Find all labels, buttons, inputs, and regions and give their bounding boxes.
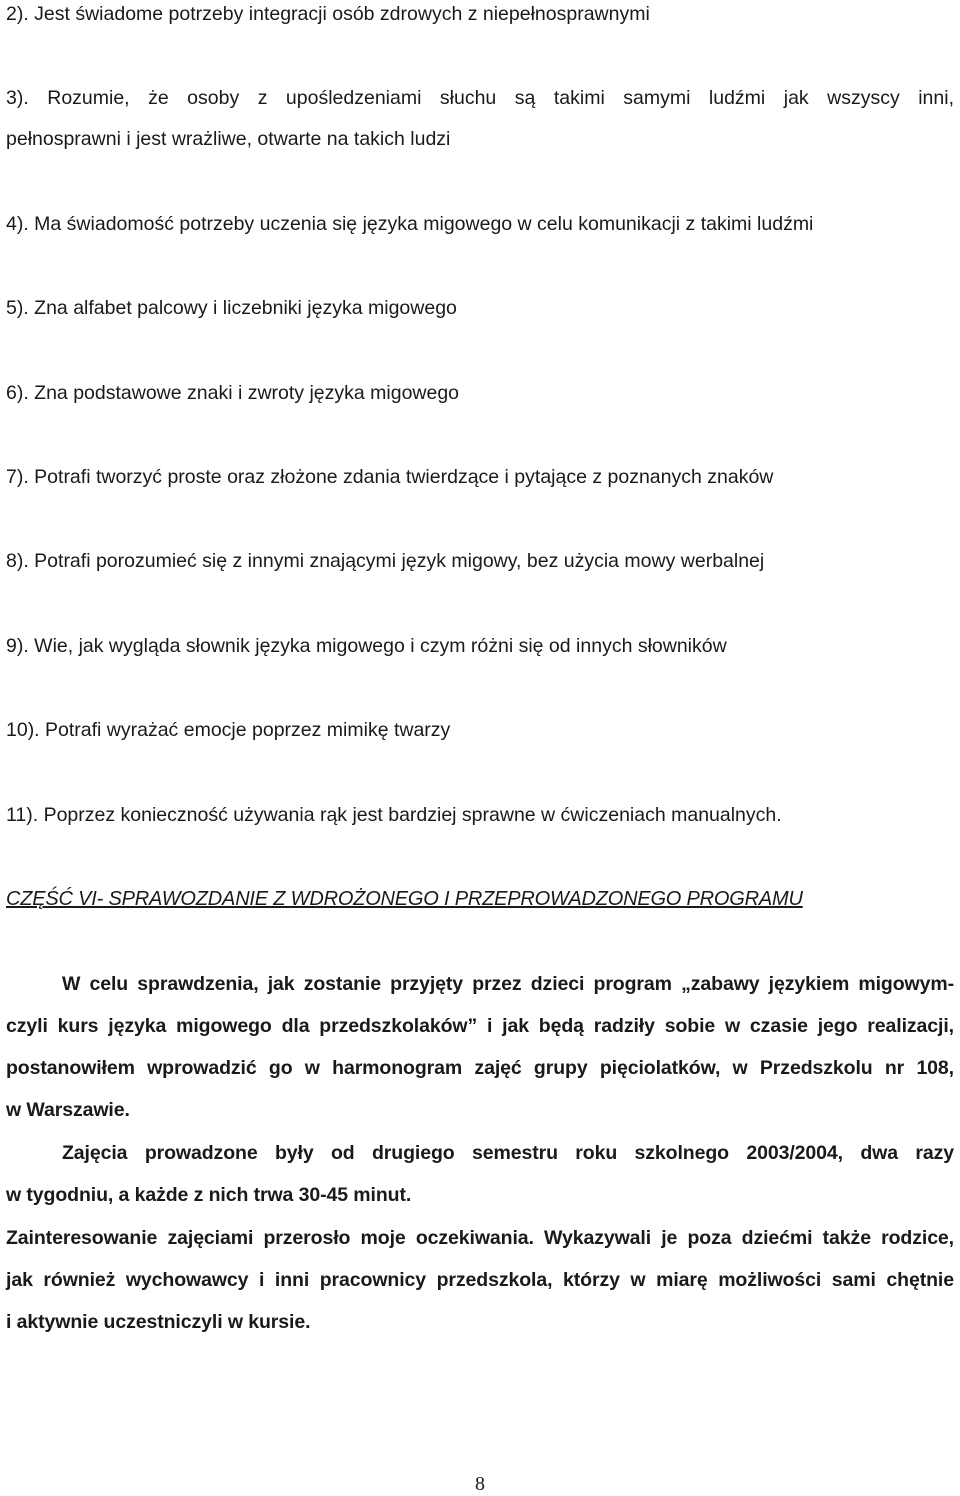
page-number: 8 — [475, 1473, 485, 1495]
paragraph-1-line-3: postanowiłem wprowadzić go w harmonogram zajęć grupy pięciolatków, w Przedszkolu nr 108, — [6, 1057, 954, 1079]
paragraph-2-line-2: w tygodniu, a każde z nich trwa 30-45 minut. — [6, 1184, 412, 1206]
paragraph-3-line-3: i aktywnie uczestniczyli w kursie. — [6, 1311, 311, 1333]
list-item-10: 10). Potrafi wyrażać emocje poprzez mimikę twarzy — [6, 719, 451, 741]
list-item-8: 8). Potrafi porozumieć się z innymi znającymi język migowy, bez użycia mowy werbalnej — [6, 550, 765, 572]
paragraph-1-line-2: czyli kurs języka migowego dla przedszkolaków” i jak będą radziły sobie w czasie jego realizacji, — [6, 1015, 954, 1037]
list-item-6: 6). Zna podstawowe znaki i zwroty języka migowego — [6, 382, 460, 404]
list-item-3-line-1: 3). Rozumie, że osoby z upośledzeniami słuchu są takimi samymi ludźmi jak wszyscy inni, — [6, 87, 954, 109]
list-item-4: 4). Ma świadomość potrzeby uczenia się języka migowego w celu komunikacji z takimi ludźmi — [6, 213, 814, 235]
list-item-2: 2). Jest świadome potrzeby integracji osób zdrowych z niepełnosprawnymi — [6, 3, 650, 25]
list-item-5: 5). Zna alfabet palcowy i liczebniki języka migowego — [6, 297, 457, 319]
list-item-3-line-2: pełnosprawni i jest wrażliwe, otwarte na takich ludzi — [6, 128, 451, 150]
paragraph-2-line-1: Zajęcia prowadzone były od drugiego semestru roku szkolnego 2003/2004, dwa razy — [62, 1142, 954, 1164]
list-item-9: 9). Wie, jak wygląda słownik języka migowego i czym różni się od innych słowników — [6, 635, 727, 657]
list-item-7: 7). Potrafi tworzyć proste oraz złożone zdania twierdzące i pytające z poznanych znaków — [6, 466, 774, 488]
list-item-11: 11). Poprzez konieczność używania rąk jest bardziej sprawne w ćwiczeniach manualnych. — [6, 804, 782, 826]
paragraph-3-line-2: jak również wychowawcy i inni pracownicy przedszkola, którzy w miarę możliwości sami chętnie — [6, 1269, 954, 1291]
section-heading: CZĘŚĆ VI- SPRAWOZDANIE Z WDROŻONEGO I PRZEPROWADZONEGO PROGRAMU — [6, 888, 803, 910]
paragraph-1-line-1: W celu sprawdzenia, jak zostanie przyjęty przez dzieci program „zabawy językiem migowym- — [62, 973, 954, 995]
paragraph-1-line-4: w Warszawie. — [6, 1099, 130, 1121]
paragraph-3-line-1: Zainteresowanie zajęciami przerosło moje oczekiwania. Wykazywali je poza dziećmi także rodzice, — [6, 1227, 954, 1249]
